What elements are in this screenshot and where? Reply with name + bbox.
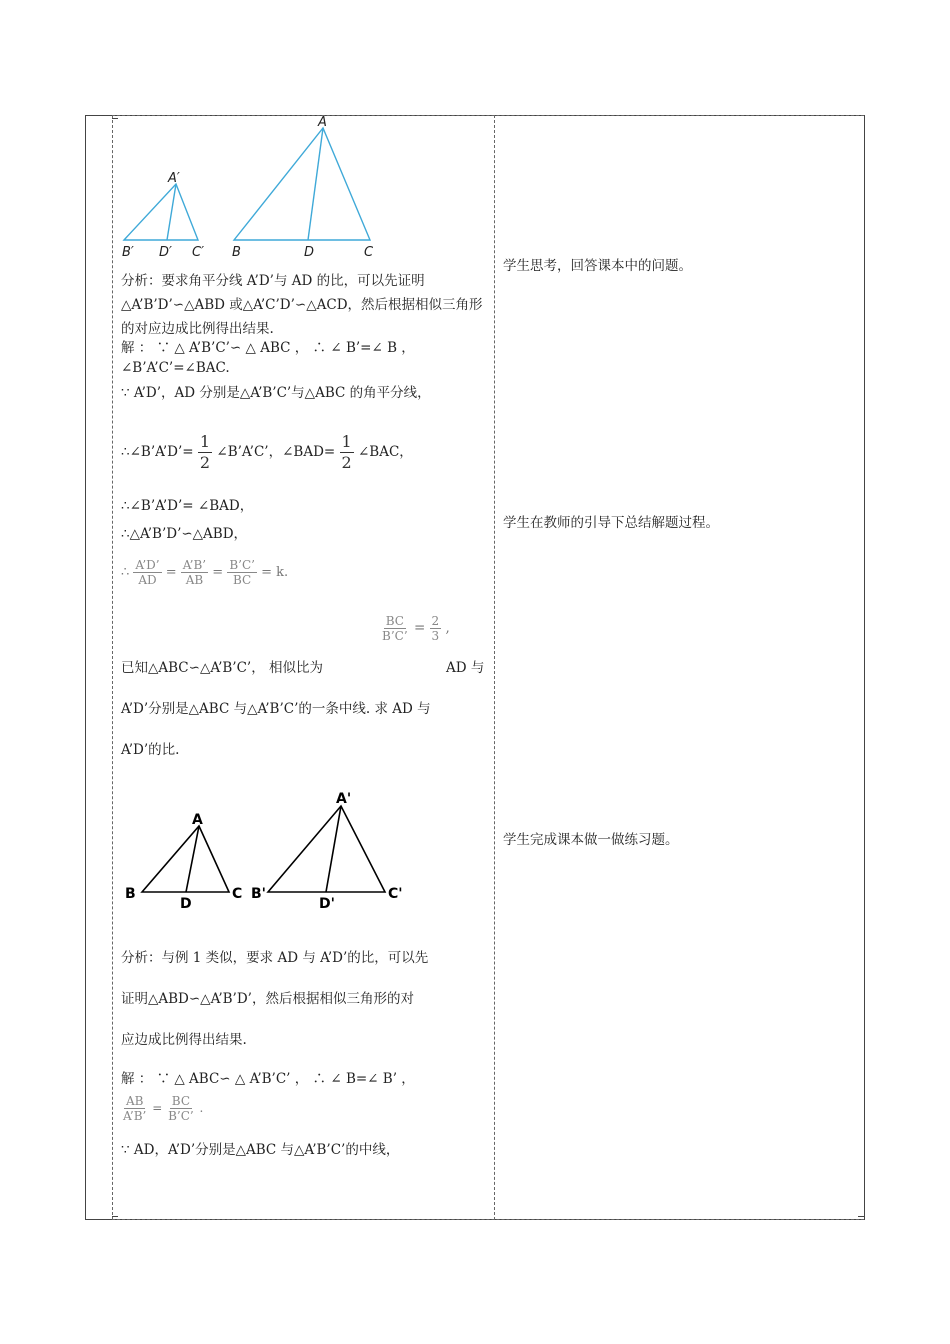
fraction-ab-over-a-prime-b-prime [121,1094,148,1123]
solution-1-line-1: 解 ： ∵ △ A’B’C’∽ △ ABC ， ∴ ∠ B’=∠ B ， [121,340,415,356]
corner-mark [858,1216,864,1217]
fraction-denominator: AD [138,573,157,587]
student-note-2: 学生在教师的引导下总结解题过程。 [503,515,719,531]
label-b-prime: B' [251,886,266,902]
fraction-denominator: 2 [341,453,352,472]
triangle-abc [142,826,229,892]
fraction-numerator: BC [385,614,404,628]
table-dashed-bottom [112,1219,864,1220]
label-c: C [364,245,374,260]
problem-line-3: A’D’的比. [121,742,180,758]
figure-bisector-triangles [118,112,388,262]
triangle-a-prime-b-prime-c-prime [268,806,385,892]
student-note-1: 学生思考，回答课本中的问题。 [503,258,692,274]
fraction-denominator: B’C’ [168,1109,194,1123]
label-d: D [304,245,315,260]
label-b-prime: B′ [122,245,134,260]
problem-line-1a: 已知△ABC∽△A’B’C’， 相似比为 [121,660,324,676]
solution-2-line-3: ∵ AD，A’D’分别是△ABC 与△A’B’C’的中线， [121,1142,400,1158]
given-tail: , [445,620,450,636]
solution-1-half-line [121,432,413,473]
ratio-tail: = k. [261,565,289,580]
solution-1-line-3: ∵ A’D’，AD 分别是△A’B’C’与△ABC 的角平分线， [121,385,431,401]
label-a-prime: A' [336,791,352,807]
fraction-denominator: 2 [199,453,211,472]
problem-line-2: A’D’分别是△ABC 与△A’B’C’的一条中线. 求 AD 与 [121,701,431,717]
fraction-bc-over-b-prime-c-prime [166,1094,196,1123]
fraction-denominator: BC [233,573,252,587]
solution-1-line-6: ∴△A’B’D’∽△ABD， [121,526,248,542]
label-c-prime: C′ [192,245,205,260]
ratio-value-fraction [430,614,442,643]
fraction-numerator: 1 [341,432,352,451]
equals-sign: = [413,620,426,636]
half-eq-part-c: ∠BAC， [358,444,413,460]
analysis-2-line-2: 证明△ABD∽△A’B’D’，然后根据相似三角形的对 [121,991,414,1007]
fraction-numerator: A’B’ [182,558,207,572]
corner-mark [112,1216,118,1217]
given-ratio [380,608,450,648]
analysis-1: 分析：要求角平分线 A’D’与 AD 的比，可以先证明△A’B’D’∽△ABD 或△A’C’D’∽△ACD，然后根据相似三角形的对应边成比例得出结果. [121,273,483,337]
fraction-one-half [198,432,212,473]
label-c-prime: C' [388,886,403,902]
analysis-2-line-3: 应边成比例得出结果. [121,1032,247,1048]
ratio-fraction-3 [227,558,257,587]
equals-sign: = [152,1101,163,1115]
problem-line-1b: AD 与 [446,660,485,676]
label-d-prime: D′ [159,245,172,260]
label-d: D [180,896,192,912]
fraction-denominator: AB [185,573,204,587]
triangle-small [124,184,198,240]
table-dashed-left [112,115,113,1220]
fraction-denominator: B’C’ [382,629,408,643]
ratio-prefix: ∴ [121,565,130,580]
fraction-one-half [340,432,354,473]
fraction-denominator: 3 [431,629,440,643]
fraction-numerator: 1 [199,432,211,451]
solution-2-proportion [121,1088,203,1128]
student-note-3: 学生完成课本做一做练习题。 [503,832,679,848]
label-c: C [232,886,243,902]
analysis-2-line-1: 分析：与例 1 类似，要求 AD 与 A’D’的比，可以先 [121,950,429,966]
fraction-numerator: B’C’ [229,558,255,572]
fraction-numerator: A’D’ [135,558,160,572]
label-b: B [232,245,241,260]
given-fraction [380,614,410,643]
solution-1-line-2: ∠B’A’C’=∠BAC. [121,360,230,376]
solution-1-line-5: ∴∠B’A’D’= ∠BAD， [121,498,254,514]
fraction-denominator: A’B’ [123,1109,147,1123]
equals-sign: = [165,565,177,580]
proportion-tail: . [199,1101,204,1115]
equals-sign: = [212,565,224,580]
half-eq-part-b: ∠B’A’C’，∠BAD= [216,444,336,460]
label-a: A [318,115,327,130]
triangle-large [234,128,370,240]
column-divider [494,115,495,1220]
half-eq-part-a: ∴∠B’A’D’= [121,444,194,460]
fraction-numerator: BC [171,1094,191,1108]
figure-median-triangles [118,785,418,915]
solution-2-line-1: 解 ： ∵ △ ABC∽ △ A’B’C’ ， ∴ ∠ B=∠ B’ ， [121,1071,415,1087]
fraction-numerator: AB [125,1094,144,1108]
label-a-prime: A′ [168,171,180,186]
ratio-fraction-1 [133,558,161,587]
fraction-numerator: 2 [431,614,440,628]
ratio-fraction-2 [181,558,208,587]
label-d-prime: D' [319,896,335,912]
label-b: B [125,886,136,902]
ratio-equation [121,553,288,593]
label-a: A [192,812,203,828]
